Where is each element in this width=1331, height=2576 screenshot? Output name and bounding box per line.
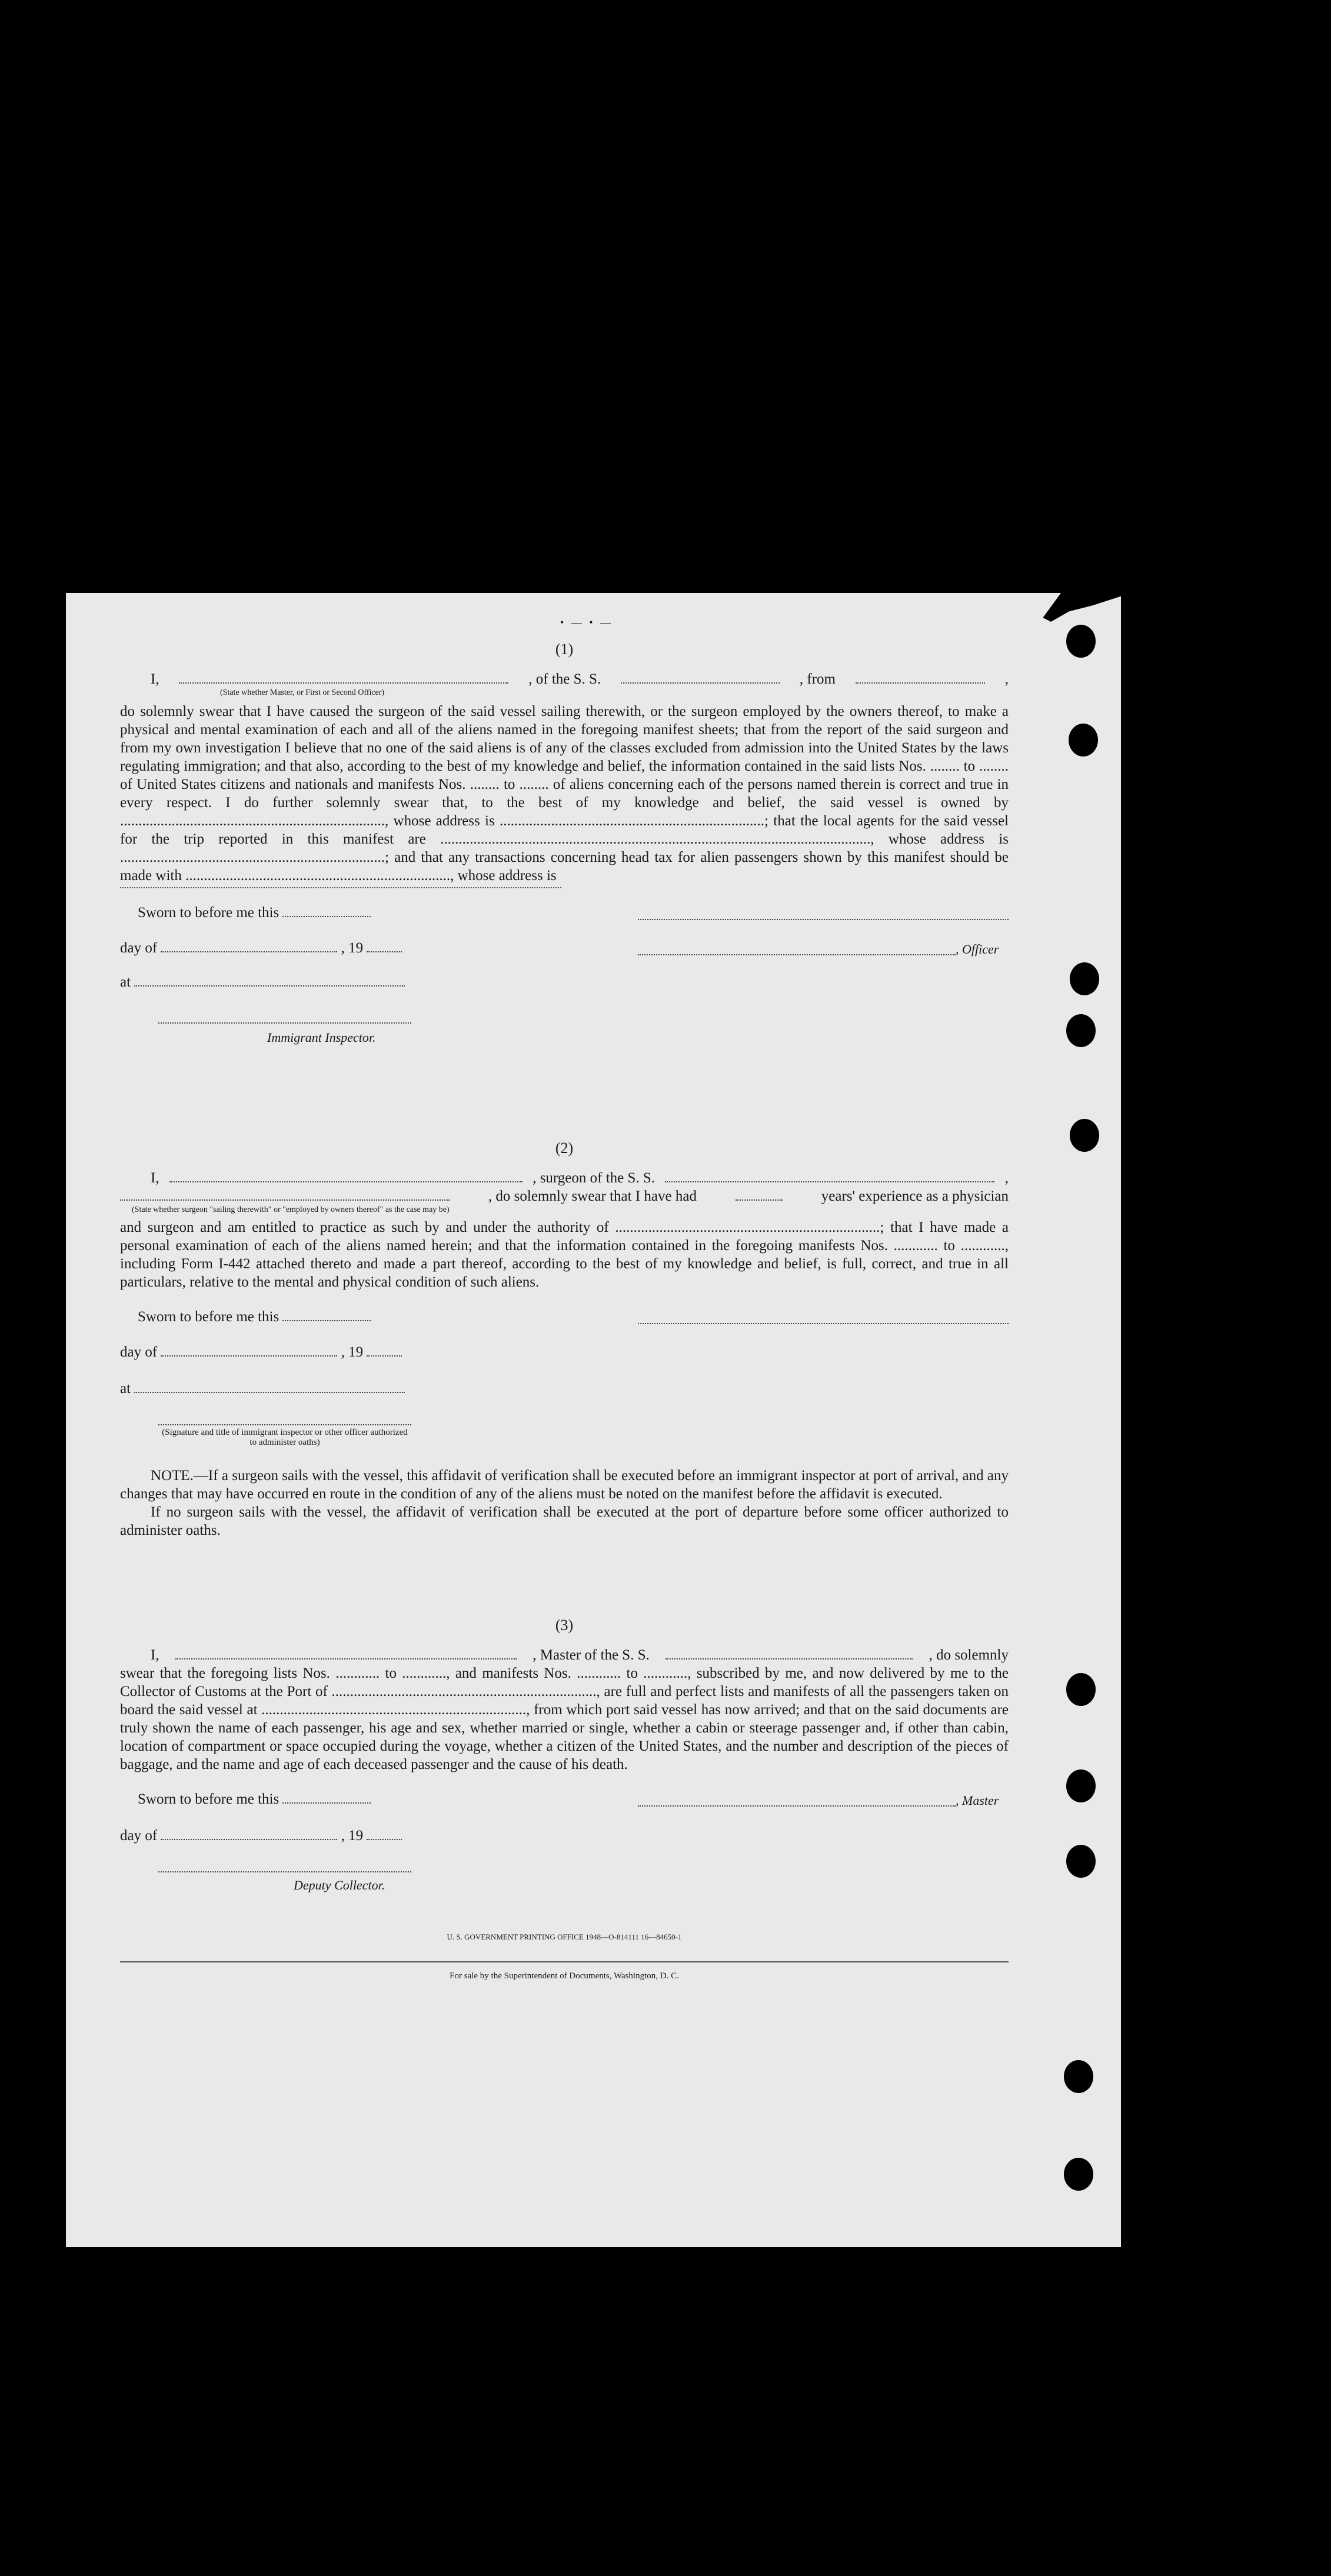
jurat-block [120, 904, 1009, 1080]
inspector-signature-line[interactable] [158, 1021, 411, 1024]
surgeon-signature-line[interactable] [638, 1322, 1009, 1324]
sworn-day-blank[interactable] [282, 904, 371, 917]
section-3 [120, 1616, 1009, 1908]
continuation-line [120, 887, 561, 888]
solemnly-label: , do solemnly [929, 1647, 1009, 1663]
day-label: day of [120, 1828, 158, 1844]
jurat-block [120, 1790, 1009, 1908]
note-paragraph-2 [120, 1503, 1009, 1539]
printing-office-line: U. S. GOVERNMENT PRINTING OFFICE 1948—O-814111 16—84650-1 [447, 1932, 682, 1941]
section-number: (2) [555, 1139, 574, 1157]
master-name-blank[interactable] [175, 1647, 517, 1659]
inspector-caption: (Signature and title of immigrant inspector or other officer authorized to administer oaths) [162, 1428, 408, 1447]
surgeon-status-caption: (State whether surgeon "sailing therewith" or "employed by owners thereof" as the case may be) [132, 1205, 450, 1214]
officer-title-line[interactable] [638, 953, 956, 955]
vessel-name-blank[interactable] [621, 671, 780, 684]
deputy-label: Deputy Collector. [294, 1878, 385, 1892]
vessel-name-blank[interactable] [666, 1647, 913, 1659]
surgeon-of-label: , surgeon of the S. S. [533, 1170, 655, 1186]
note-paragraph [120, 1467, 1009, 1503]
pronoun-label: I, [151, 1647, 159, 1663]
surgeon-experience-line [120, 1187, 1009, 1205]
note-label: NOTE. [151, 1468, 194, 1484]
vessel-name-blank[interactable] [665, 1169, 994, 1182]
at-row [120, 973, 405, 991]
at-row [120, 1379, 405, 1398]
day-row [120, 939, 402, 957]
jurat-block [120, 1308, 1009, 1467]
years-label: years' experience as a physician [821, 1188, 1009, 1204]
year-blank[interactable] [367, 1344, 402, 1357]
sworn-day-blank[interactable] [282, 1308, 371, 1321]
officer-rank-caption: (State whether Master, or First or Second Officer) [220, 688, 385, 697]
punch-hole [1069, 724, 1098, 757]
at-label: at [120, 1381, 131, 1397]
officer-name-blank[interactable] [179, 671, 508, 684]
master-signature-line[interactable] [638, 1804, 956, 1807]
officer-signature-line[interactable] [638, 918, 1009, 920]
punch-hole [1066, 1014, 1096, 1047]
sworn-row [138, 1790, 371, 1808]
punch-hole [1064, 2060, 1093, 2093]
master-of-label: , Master of the S. S. [533, 1647, 650, 1663]
section-number: (1) [555, 641, 574, 658]
at-label: at [120, 974, 131, 990]
punch-hole [1066, 1845, 1096, 1878]
oath-paragraph: do solemnly swear that I have caused the surgeon of the said vessel sailing therewith, or the surgeon employed by the owners thereof, to make a physical and mental examination of each and all of the aliens named in the foregoing manifest sheets; that from the report of the said surgeon and from my own investigation I believe that no one of the said aliens is of any of the classes excluded from admission into the United States by the laws regulating immigration; and that also, according to the best of my knowledge and belief, the information contained in the said lists Nos. ........ to ........ of United States citizens and nationals and manifests Nos. ........ to ........ of aliens concerning each of the persons named therein is correct and true in every respect. I do further solemnly swear that, to the best of my knowledge and belief, the said vessel is owned by ........................................................................, whose address is ........................................................................; that the local agents for the said vessel for the trip reported in this manifest are ....................................................................................................................., whose address is ........................................................................; and that any transactions concerning head tax for alien passengers shown by this manifest should be made with ........................................................................, whose address is [120, 704, 1009, 884]
day-row [120, 1827, 402, 1845]
master-paragraph: swear that the foregoing lists Nos. ............ to ............, and manifests Nos. ............ to ............, subscribed by me, and now delivered by me to the Collector of Customs at the Port of ........................................................................, are full and perfect lists and manifests of all the passengers taken on board the said vessel at ........................................................................, from which port said vessel has now arrived; and that on the said documents are truly shown the name of each passenger, his age and sex, whether married or single, whether a cabin or steerage passenger and, if other than cabin, location of compartment or space occupied during the voyage, whether a citizen of the United States, and the number and description of the pieces of baggage, and the name and age of each deceased passenger and the cause of his death. [120, 1665, 1009, 1772]
sworn-label: Sworn to before me this [138, 1309, 279, 1325]
day-label: day of [120, 940, 158, 956]
surgeon-status-blank[interactable] [120, 1188, 450, 1201]
form-content [120, 640, 1009, 1985]
years-blank[interactable] [736, 1188, 783, 1201]
collector-signature-line[interactable] [158, 1870, 411, 1872]
sworn-day-blank[interactable] [282, 1791, 371, 1804]
year-blank[interactable] [367, 939, 402, 952]
section-number: (3) [555, 1617, 574, 1634]
year-label: , 19 [341, 940, 364, 956]
sworn-label: Sworn to before me this [138, 905, 279, 921]
header-mark: • — • — [560, 616, 614, 628]
surgeon-paragraph: and surgeon and am entitled to practice as such by and under the authority of ........................................................................; that I have made a personal examination of each of the aliens named herein; and that the information contained in the foregoing manifests Nos. ............ to ............, including Form I-442 attached thereto and made a part thereof, according to the best of my knowledge and belief, is full, correct, and true in all particulars, relative to the mental and physical condition of such aliens. [120, 1219, 1009, 1290]
note-text: —If a surgeon sails with the vessel, this affidavit of verification shall be executed before an immigrant inspector at port of arrival, and any changes that may have occurred en route in the condition of any of the aliens must be noted on the manifest before the affidavit is executed. [120, 1468, 1009, 1502]
oath-header-line: I, , of the S. S. , from , [120, 670, 1009, 688]
punch-hole [1070, 962, 1099, 995]
footer-rule [120, 1961, 1009, 1962]
year-blank[interactable] [367, 1827, 402, 1840]
place-blank[interactable] [134, 1380, 405, 1393]
master-label: , Master [956, 1793, 999, 1808]
inspector-signature-line[interactable] [158, 1423, 411, 1425]
punch-hole [1066, 1769, 1096, 1802]
day-label: day of [120, 1344, 158, 1360]
swear-label: , do solemnly swear that I have had [488, 1188, 697, 1204]
surgeon-header-line: I, , surgeon of the S. S. , [120, 1169, 1009, 1187]
punch-hole [1064, 2158, 1093, 2191]
port-from-blank[interactable] [856, 671, 985, 684]
manifest-form-sheet [66, 593, 1121, 2247]
punch-hole [1066, 1673, 1096, 1706]
pronoun-label: I, [151, 671, 159, 687]
sworn-label: Sworn to before me this [138, 1791, 279, 1807]
day-row [120, 1343, 402, 1361]
punch-hole [1070, 1119, 1099, 1152]
year-label: , 19 [341, 1344, 364, 1360]
master-header-line [120, 1646, 1009, 1664]
officer-label: , Officer [956, 942, 999, 957]
section-2 [120, 1139, 1009, 1539]
section-1 [120, 640, 1009, 1080]
month-blank[interactable] [161, 1344, 337, 1357]
inspector-label: Immigrant Inspector. [267, 1030, 376, 1045]
year-label: , 19 [341, 1828, 364, 1844]
note-text-2: If no surgeon sails with the vessel, the affidavit of verification shall be executed at the port of departure before some officer authorized to administer oaths. [120, 1504, 1009, 1538]
punch-hole [1066, 625, 1096, 658]
vessel-label: , of the S. S. [528, 671, 601, 687]
surgeon-name-blank[interactable] [169, 1169, 523, 1182]
from-label: , from [799, 671, 836, 687]
sale-notice: For sale by the Superintendent of Documents, Washington, D. C. [450, 1971, 679, 1981]
month-blank[interactable] [161, 1827, 337, 1840]
pronoun-label: I, [151, 1170, 159, 1186]
place-blank[interactable] [134, 974, 405, 987]
sworn-row [138, 1308, 371, 1326]
month-blank[interactable] [161, 939, 337, 952]
sworn-row [138, 904, 371, 922]
